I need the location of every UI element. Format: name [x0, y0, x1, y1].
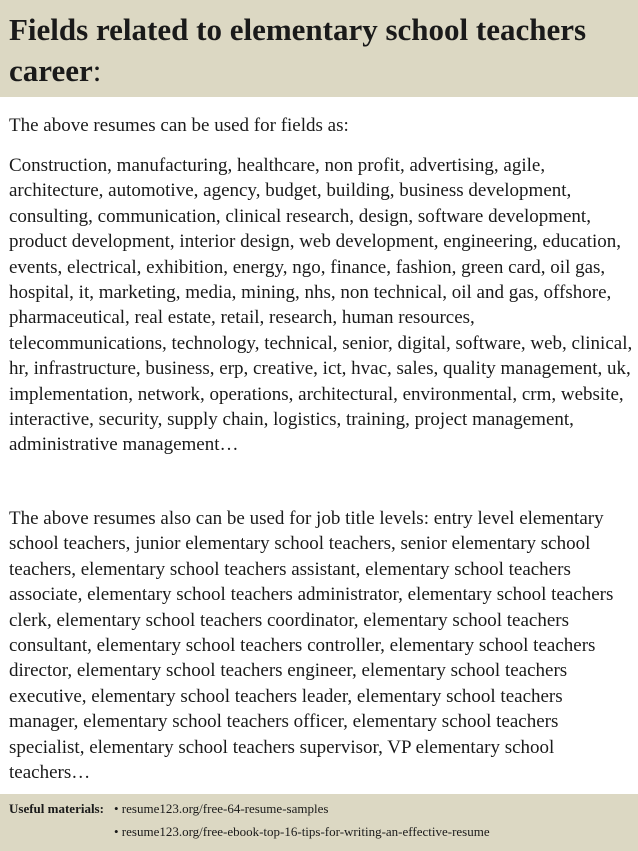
useful-materials-separator: : — [99, 801, 104, 816]
resume-samples-link[interactable]: • resume123.org/free-64-resume-samples — [114, 801, 329, 816]
page-title-text: Fields related to elementary school teachers career — [9, 12, 587, 88]
page-title-colon: : — [92, 53, 102, 88]
footer-banner — [0, 794, 638, 851]
fields-list: Construction, manufacturing, healthcare, non profit, advertising, agile, architecture, automotive, agency, budget, building, business development, consulting, communication, clinical research, design, software development, product development, interior design, web development, engineering, education, events, electrical, exhibition, energy, ngo, finance, fashion, green card, oil gas, hospital, it, marketing, media, mining, nhs, non technical, oil and gas, offshore, pharmaceutical, real estate, retail, research, human resources, telecommunications, technology, technical, senior, digital, software, web, clinical, hr, infrastructure, business, erp, creative, ict, hvac, sales, quality management, uk, implementation, network, operations, architectural, environmental, crm, website, interactive, security, supply chain, logistics, training, project management, administrative management… — [9, 155, 633, 456]
useful-materials-label-text: Useful materials — [9, 801, 100, 816]
job-levels-list: The above resumes also can be used for job title levels: entry level elementary school teachers, junior elementary school teachers, senior elementary school teachers, elementary school teachers assistant, elementary school teachers associate, elementary school teachers administrator, elementary school teachers clerk, elementary school teachers coordinator, elementary school teachers consultant, elementary school teachers controller, elementary school teachers director, elementary school teachers engineer, elementary school teachers executive, elementary school teachers leader, elementary school teachers manager, elementary school teachers officer, elementary school teachers specialist, elementary school teachers supervisor, VP elementary school teachers… — [9, 508, 614, 784]
ebook-tips-link[interactable]: • resume123.org/free-ebook-top-16-tips-for-writing-an-effective-resume — [114, 824, 490, 839]
intro-text: The above resumes can be used for fields as: — [9, 115, 349, 136]
useful-materials-label — [9, 801, 104, 817]
